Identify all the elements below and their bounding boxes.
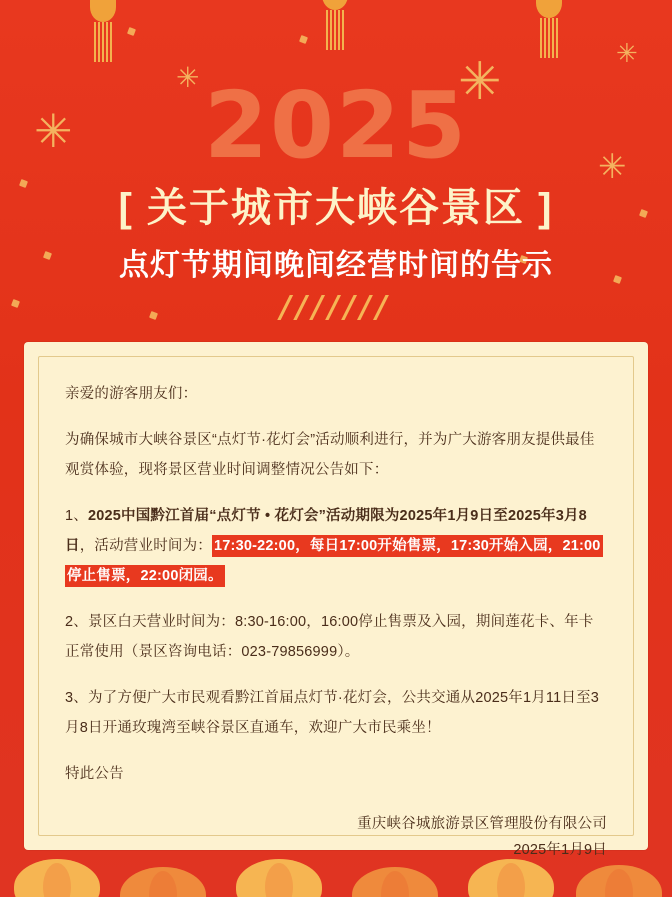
lantern-icon bbox=[236, 859, 322, 897]
notice-card bbox=[24, 342, 648, 858]
year-heading: 2025 bbox=[203, 72, 469, 179]
page-title-text: 关于城市大峡谷景区 bbox=[147, 186, 525, 230]
notice-closing: 特此公告 bbox=[65, 766, 124, 782]
bracket-close: ] bbox=[538, 186, 554, 230]
lantern-icon bbox=[352, 867, 438, 897]
slash-divider: /////// bbox=[280, 290, 392, 325]
page-title bbox=[0, 176, 672, 233]
bottom-decoration bbox=[0, 837, 672, 897]
item1-bold: 2025中国黔江首届“点灯节 • 花灯会”活动期限为2025年1月9日至2025年3月8日 bbox=[65, 508, 587, 554]
firework-icon: ✳ bbox=[598, 148, 627, 186]
lantern-icon bbox=[120, 867, 206, 897]
firework-icon: ✳ bbox=[458, 53, 502, 111]
notice-item-1 bbox=[65, 501, 607, 591]
firework-icon: ✳ bbox=[34, 105, 73, 157]
lantern-icon bbox=[14, 859, 100, 897]
item1-prefix: 1、 bbox=[65, 508, 88, 524]
hanging-tassel-icon bbox=[536, 0, 562, 58]
notice-card-border bbox=[38, 356, 634, 858]
notice-salutation: 亲爱的游客朋友们： bbox=[65, 386, 198, 402]
confetti-dot bbox=[127, 27, 136, 36]
firework-icon: ✳ bbox=[616, 38, 638, 68]
notice-item-3: 3、为了方便广大市民观看黔江首届点灯节·花灯会，公共交通从2025年1月11日至3月8日开通玫瑰湾至峡谷景区直通车，欢迎广大市民乘坐！ bbox=[65, 690, 600, 736]
page-subtitle: 点灯节期间晚间经营时间的告示 bbox=[119, 249, 553, 282]
confetti-dot bbox=[299, 35, 308, 44]
hanging-tassel-icon bbox=[90, 0, 116, 62]
signature-org: 重庆峡谷城旅游景区管理股份有限公司 bbox=[357, 816, 607, 832]
item1-mid: ，活动营业时间为： bbox=[79, 538, 213, 554]
notice-item-2: 2、景区白天营业时间为：8:30-16:00，16:00停止售票及入园，期间莲花卡、年卡正常使用（景区咨询电话：023-79856999）。 bbox=[65, 614, 594, 660]
hanging-tassel-icon bbox=[322, 0, 348, 50]
lantern-icon bbox=[468, 859, 554, 897]
firework-icon: ✳ bbox=[176, 62, 200, 93]
item1-highlight: 17:30-22:00，每日17:00开始售票，17:30开始入园，21:00停止售票，22:00闭园。 bbox=[65, 535, 603, 587]
bracket-open: [ bbox=[118, 186, 134, 230]
notice-body bbox=[65, 379, 607, 863]
notice-intro: 为确保城市大峡谷景区“点灯节·花灯会”活动顺利进行，并为广大游客朋友提供最佳观赏体验，现将景区营业时间调整情况公告如下： bbox=[65, 432, 595, 478]
signature-date: 2025年1月9日 bbox=[513, 842, 607, 858]
lantern-icon bbox=[576, 865, 662, 897]
